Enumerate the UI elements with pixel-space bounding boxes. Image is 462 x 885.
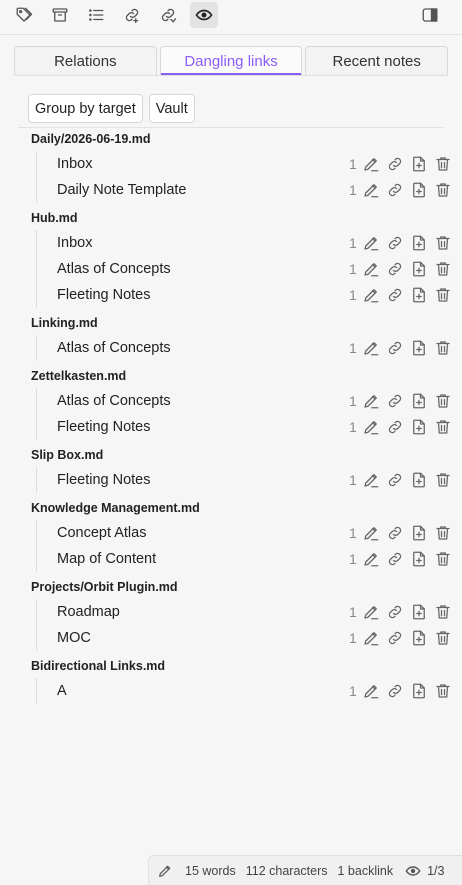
dangling-link-target[interactable]: Roadmap <box>57 604 120 620</box>
create-note-icon[interactable] <box>410 339 428 357</box>
link-count: 1 <box>349 393 357 409</box>
item-actions <box>362 181 452 199</box>
link-count: 1 <box>349 182 357 198</box>
item-actions <box>362 155 452 173</box>
item-actions <box>362 524 452 542</box>
edit-icon[interactable] <box>362 181 380 199</box>
link-group <box>18 368 444 440</box>
edit-icon[interactable] <box>362 603 380 621</box>
group-source-file[interactable]: Knowledge Management.md <box>31 501 200 515</box>
trash-icon[interactable] <box>434 286 452 304</box>
link-group <box>18 131 444 203</box>
group-source-file[interactable]: Hub.md <box>31 211 78 225</box>
dangling-link-target[interactable]: Fleeting Notes <box>57 287 151 303</box>
dangling-link-target[interactable]: Atlas of Concepts <box>57 261 171 277</box>
link-icon[interactable] <box>386 682 404 700</box>
create-note-icon[interactable] <box>410 418 428 436</box>
sidebar-toggle-icon[interactable] <box>416 2 444 28</box>
list-item[interactable] <box>37 467 444 493</box>
link-icon[interactable] <box>386 234 404 252</box>
create-note-icon[interactable] <box>410 471 428 489</box>
filter-divider <box>18 127 444 128</box>
group-source-file[interactable]: Zettelkasten.md <box>31 369 127 383</box>
list-item[interactable] <box>37 546 444 572</box>
tags-icon[interactable] <box>10 2 38 28</box>
create-note-icon[interactable] <box>410 392 428 410</box>
link-icon[interactable] <box>386 260 404 278</box>
trash-icon[interactable] <box>434 155 452 173</box>
link-count: 1 <box>349 551 357 567</box>
dangling-link-target[interactable]: Map of Content <box>57 551 157 567</box>
edit-icon[interactable] <box>362 260 380 278</box>
edit-icon[interactable] <box>362 286 380 304</box>
list-item[interactable] <box>37 335 444 361</box>
dangling-link-target[interactable]: Atlas of Concepts <box>57 340 171 356</box>
dangling-link-target[interactable]: Concept Atlas <box>57 525 147 541</box>
create-note-icon[interactable] <box>410 524 428 542</box>
trash-icon[interactable] <box>434 629 452 647</box>
edit-icon[interactable] <box>362 418 380 436</box>
trash-icon[interactable] <box>434 418 452 436</box>
user-link-icon[interactable] <box>154 2 182 28</box>
group-by-button[interactable]: Group by target <box>28 94 143 123</box>
create-note-icon[interactable] <box>410 550 428 568</box>
create-note-icon[interactable] <box>410 260 428 278</box>
link-icon[interactable] <box>386 550 404 568</box>
edit-icon[interactable] <box>362 682 380 700</box>
dangling-link-target[interactable]: Inbox <box>57 235 93 251</box>
dangling-link-target[interactable]: MOC <box>57 630 91 646</box>
link-group <box>18 579 444 651</box>
edit-icon[interactable] <box>362 234 380 252</box>
scope-button[interactable]: Vault <box>149 94 195 123</box>
item-actions <box>362 234 452 252</box>
link-count: 1 <box>349 261 357 277</box>
group-items <box>36 520 444 572</box>
create-note-icon[interactable] <box>410 682 428 700</box>
group-items <box>36 467 444 493</box>
trash-icon[interactable] <box>434 682 452 700</box>
group-items <box>36 678 444 704</box>
link-count: 1 <box>349 604 357 620</box>
create-note-icon[interactable] <box>410 234 428 252</box>
page-indicator: 1/3 <box>427 863 445 878</box>
create-note-icon[interactable] <box>410 181 428 199</box>
create-note-icon[interactable] <box>410 603 428 621</box>
dangling-link-target[interactable]: Fleeting Notes <box>57 419 151 435</box>
list-item[interactable] <box>37 678 444 704</box>
dangling-link-target[interactable]: Atlas of Concepts <box>57 393 171 409</box>
link-count: 1 <box>349 156 357 172</box>
item-actions <box>362 629 452 647</box>
pencil-icon[interactable] <box>157 862 175 880</box>
group-source-file[interactable]: Slip Box.md <box>31 448 104 462</box>
group-items <box>36 151 444 203</box>
tab-recent-notes[interactable]: Recent notes <box>305 46 448 75</box>
eye-icon[interactable] <box>190 2 218 28</box>
group-items <box>36 388 444 440</box>
list-icon[interactable] <box>82 2 110 28</box>
link-group <box>18 500 444 572</box>
link-count: 1 <box>349 419 357 435</box>
create-note-icon[interactable] <box>410 286 428 304</box>
dangling-links-list <box>18 131 444 711</box>
tab-relations[interactable]: Relations <box>14 46 157 75</box>
link-group <box>18 315 444 361</box>
link-count: 1 <box>349 683 357 699</box>
view-tabs <box>14 46 448 76</box>
group-source-file[interactable]: Daily/2026-06-19.md <box>31 132 151 146</box>
edit-icon[interactable] <box>362 471 380 489</box>
edit-icon[interactable] <box>362 550 380 568</box>
edit-icon[interactable] <box>362 524 380 542</box>
trash-icon[interactable] <box>434 550 452 568</box>
trash-icon[interactable] <box>434 260 452 278</box>
edit-icon[interactable] <box>362 629 380 647</box>
link-icon[interactable] <box>386 181 404 199</box>
item-actions <box>362 550 452 568</box>
create-note-icon[interactable] <box>410 629 428 647</box>
group-items <box>36 335 444 361</box>
item-actions <box>362 471 452 489</box>
link-add-icon[interactable] <box>118 2 146 28</box>
create-note-icon[interactable] <box>410 155 428 173</box>
link-group <box>18 210 444 308</box>
list-item[interactable] <box>37 256 444 282</box>
link-count: 1 <box>349 525 357 541</box>
trash-icon[interactable] <box>434 524 452 542</box>
link-count: 1 <box>349 287 357 303</box>
item-actions <box>362 603 452 621</box>
link-icon[interactable] <box>386 392 404 410</box>
link-group <box>18 447 444 493</box>
item-actions <box>362 286 452 304</box>
link-count: 1 <box>349 235 357 251</box>
item-actions <box>362 339 452 357</box>
item-actions <box>362 418 452 436</box>
link-count: 1 <box>349 630 357 646</box>
dangling-link-target[interactable]: Daily Note Template <box>57 182 187 198</box>
status-bar <box>148 855 462 885</box>
trash-icon[interactable] <box>434 471 452 489</box>
item-actions <box>362 260 452 278</box>
trash-icon[interactable] <box>434 603 452 621</box>
list-item[interactable] <box>37 151 444 177</box>
eye-icon[interactable] <box>405 862 423 880</box>
dangling-link-target[interactable]: Inbox <box>57 156 93 172</box>
list-item[interactable] <box>37 177 444 203</box>
link-group <box>18 658 444 704</box>
item-actions <box>362 392 452 410</box>
link-icon[interactable] <box>386 471 404 489</box>
character-count: 112 characters <box>245 863 328 878</box>
toolbar-divider <box>0 34 462 35</box>
list-item[interactable] <box>37 625 444 651</box>
filter-bar <box>28 94 195 123</box>
link-icon[interactable] <box>386 418 404 436</box>
link-icon[interactable] <box>386 524 404 542</box>
link-count: 1 <box>349 340 357 356</box>
link-icon[interactable] <box>386 629 404 647</box>
word-count: 15 words <box>185 863 236 878</box>
list-item[interactable] <box>37 414 444 440</box>
backlink-count[interactable]: 1 backlink <box>337 863 394 878</box>
top-toolbar <box>0 0 462 30</box>
tab-dangling-links[interactable]: Dangling links <box>160 46 303 75</box>
trash-icon[interactable] <box>434 181 452 199</box>
group-items <box>36 599 444 651</box>
edit-icon[interactable] <box>362 339 380 357</box>
dangling-link-target[interactable]: A <box>57 683 67 699</box>
list-item[interactable] <box>37 599 444 625</box>
list-item[interactable] <box>37 388 444 414</box>
link-icon[interactable] <box>386 339 404 357</box>
link-icon[interactable] <box>386 286 404 304</box>
group-items <box>36 230 444 308</box>
trash-icon[interactable] <box>434 339 452 357</box>
list-item[interactable] <box>37 282 444 308</box>
group-source-file[interactable]: Linking.md <box>31 316 98 330</box>
link-icon[interactable] <box>386 155 404 173</box>
item-actions <box>362 682 452 700</box>
trash-icon[interactable] <box>434 392 452 410</box>
edit-icon[interactable] <box>362 392 380 410</box>
link-icon[interactable] <box>386 603 404 621</box>
archive-icon[interactable] <box>46 2 74 28</box>
dangling-link-target[interactable]: Fleeting Notes <box>57 472 151 488</box>
group-source-file[interactable]: Projects/Orbit Plugin.md <box>31 580 178 594</box>
link-count: 1 <box>349 472 357 488</box>
trash-icon[interactable] <box>434 234 452 252</box>
group-source-file[interactable]: Bidirectional Links.md <box>31 659 166 673</box>
list-item[interactable] <box>37 520 444 546</box>
edit-icon[interactable] <box>362 155 380 173</box>
list-item[interactable] <box>37 230 444 256</box>
